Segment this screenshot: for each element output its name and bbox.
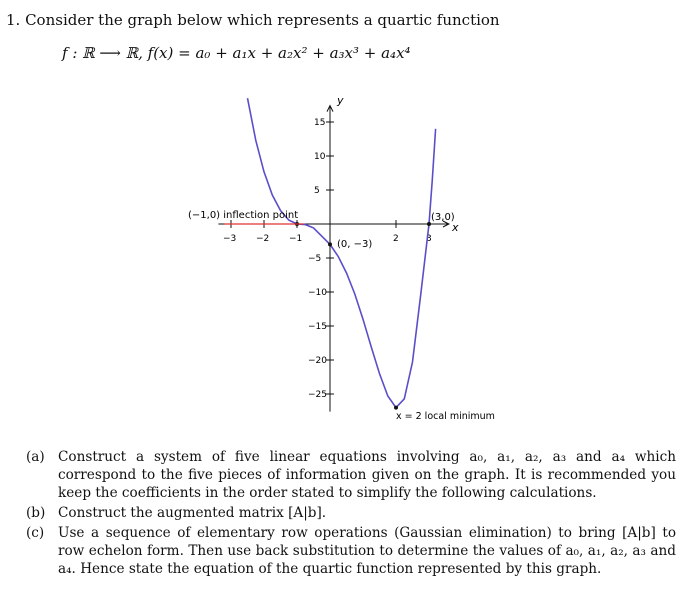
part-a — [26, 448, 676, 502]
y-tick-label: −5 — [308, 254, 322, 264]
x-tick-label: −2 — [256, 234, 270, 244]
question-intro: 1. Consider the graph below which represents a quartic function — [6, 11, 500, 29]
y-tick-label: −15 — [308, 322, 327, 332]
part-a-text: Construct a system of five linear equations involving a₀, a₁, a₂, a₃ and a₄ which correspond to the five pieces of information given on the graph. It is recommended you keep the coefficients in the order stated to simplify the following calculations. — [58, 449, 676, 501]
y-axis-label: y — [337, 94, 344, 107]
part-b — [26, 504, 676, 522]
y-tick-label: −25 — [308, 390, 327, 400]
ticks — [223, 118, 432, 400]
part-c — [26, 524, 676, 578]
y-tick-label: −20 — [308, 356, 327, 366]
inflection-label: (−1,0) inflection point — [188, 210, 299, 221]
x-tick-label: 2 — [393, 234, 399, 244]
x-tick-label: −1 — [289, 234, 303, 244]
point-markers — [224, 222, 431, 410]
part-b-label: (b) — [26, 505, 46, 521]
intercept-label: (0, −3) — [337, 239, 373, 250]
minimum-label: x = 2 local minimum — [396, 411, 495, 422]
x-tick-label: 3 — [426, 234, 432, 244]
quartic-curve — [248, 98, 436, 407]
minimum-point — [394, 406, 398, 410]
y-tick-label: 10 — [314, 152, 326, 162]
part-a-label: (a) — [26, 449, 45, 465]
axes — [218, 106, 449, 412]
y-intercept-point — [328, 242, 332, 246]
x-tick-label: −3 — [223, 234, 237, 244]
function-definition: f : ℝ ⟶ ℝ, f(x) = a₀ + a₁x + a₂x² + a₃x³ + a₄x⁴ — [62, 44, 411, 62]
root-label: (3,0) — [431, 212, 455, 223]
part-b-text: Construct the augmented matrix [A|b]. — [58, 505, 327, 521]
y-tick-label: 15 — [314, 118, 326, 128]
y-tick-label: 5 — [314, 186, 320, 196]
y-tick-label: −10 — [308, 288, 327, 298]
part-c-label: (c) — [26, 525, 45, 541]
question-parts — [26, 448, 676, 580]
x-axis-label: x — [452, 221, 459, 234]
part-c-text: Use a sequence of elementary row operations (Gaussian elimination) to bring [A|b] to row echelon form. Then use back substitution to determine the values of a₀, a₁, a₂, a₃ and a₄. Hence state the equation of the quartic function represented by this graph. — [58, 525, 676, 577]
